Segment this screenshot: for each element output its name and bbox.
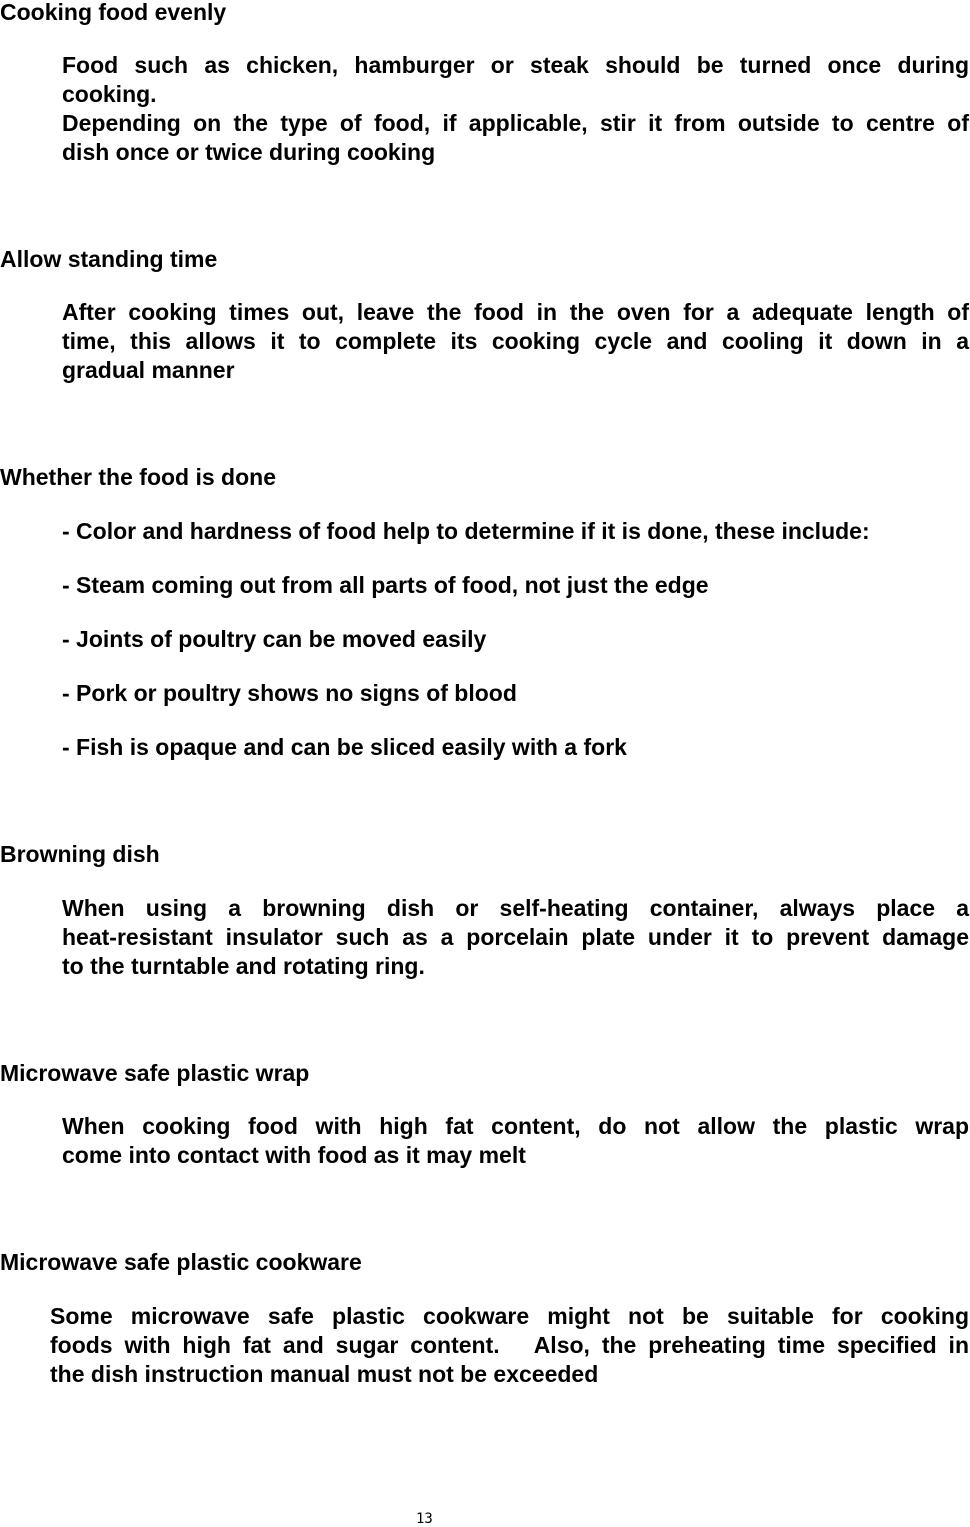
heading-whether-food-is-done: Whether the food is done bbox=[0, 464, 276, 490]
paragraph-microwave-safe-plastic-wrap bbox=[62, 1112, 969, 1170]
text-line: cooking. bbox=[62, 81, 157, 107]
text-line: foods with high fat and sugar content. Also, the preheating time specified in bbox=[50, 1332, 969, 1358]
text-line: When using a browning dish or self-heating container, always place a bbox=[62, 895, 969, 921]
text-line: Food such as chicken, hamburger or steak should be turned once during bbox=[62, 52, 969, 78]
paragraph-browning-dish bbox=[62, 894, 969, 981]
paragraph-microwave-safe-plastic-cookware bbox=[50, 1302, 969, 1389]
text-line: come into contact with food as it may melt bbox=[62, 1142, 526, 1168]
text-line: After cooking times out, leave the food in the oven for a adequate length of bbox=[62, 299, 969, 325]
page-number: 13 bbox=[416, 1511, 433, 1527]
paragraph-cooking-food-evenly bbox=[62, 51, 969, 167]
heading-cooking-food-evenly: Cooking food evenly bbox=[0, 0, 227, 25]
text-line: the dish instruction manual must not be exceeded bbox=[50, 1361, 599, 1387]
text-line: gradual manner bbox=[62, 357, 235, 383]
paragraph-allow-standing-time bbox=[62, 298, 969, 385]
list-item: - Steam coming out from all parts of food, not just the edge bbox=[62, 572, 709, 598]
list-item: - Joints of poultry can be moved easily bbox=[62, 626, 487, 652]
text-line: heat-resistant insulator such as a porcelain plate under it to prevent damage bbox=[62, 924, 969, 950]
heading-microwave-safe-plastic-cookware: Microwave safe plastic cookware bbox=[0, 1249, 362, 1275]
text-line: to the turntable and rotating ring. bbox=[62, 953, 425, 979]
text-line: When cooking food with high fat content, do not allow the plastic wrap bbox=[62, 1113, 969, 1139]
text-line: dish once or twice during cooking bbox=[62, 139, 436, 165]
text-line: time, this allows it to complete its cooking cycle and cooling it down in a bbox=[62, 328, 969, 354]
heading-browning-dish: Browning dish bbox=[0, 841, 160, 867]
heading-microwave-safe-plastic-wrap: Microwave safe plastic wrap bbox=[0, 1060, 310, 1086]
heading-allow-standing-time: Allow standing time bbox=[0, 246, 218, 272]
list-item: - Pork or poultry shows no signs of blood bbox=[62, 680, 517, 706]
list-item: - Color and hardness of food help to determine if it is done, these include: bbox=[62, 518, 870, 544]
text-line: Some microwave safe plastic cookware might not be suitable for cooking bbox=[50, 1303, 969, 1329]
list-item: - Fish is opaque and can be sliced easily with a fork bbox=[62, 734, 627, 760]
text-line: Depending on the type of food, if applicable, stir it from outside to centre of bbox=[62, 110, 969, 136]
